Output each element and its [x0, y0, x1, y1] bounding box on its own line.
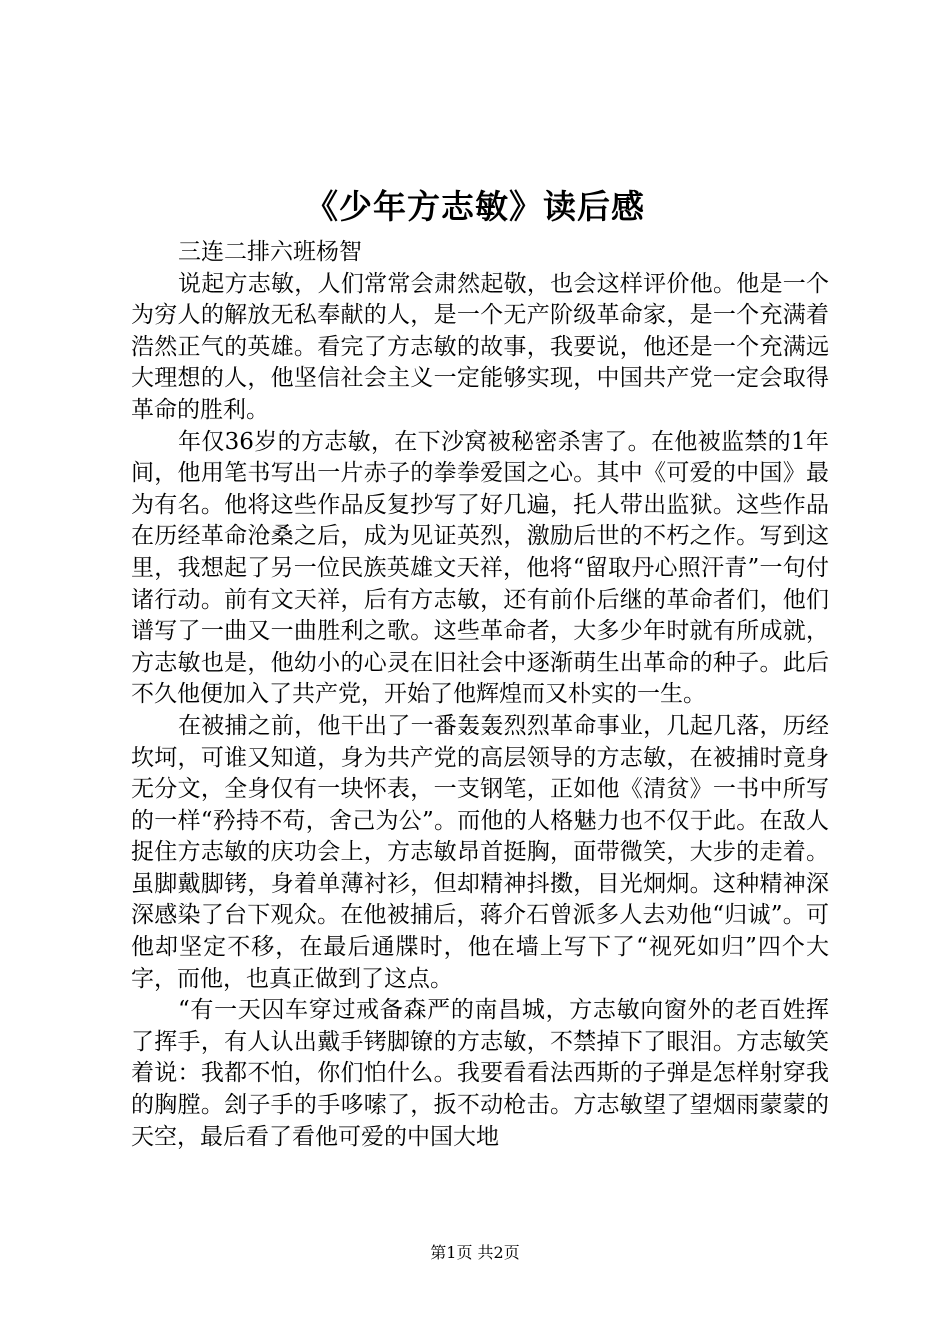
- paragraph-3: 在被捕之前，他干出了一番轰轰烈烈革命事业，几起几落，历经坎坷，可谁又知道，身为共产党的高层领导的方志敏，在被捕时竟身无分文，全身仅有一块怀表，一支钢笔，正如他《清贫》一书中所写的一样“矜持不苟，舍己为公”。而他的人格魅力也不仅于此。在敌人捉住方志敏的庆功会上，方志敏昂首挺胸，面带微笑，大步的走着。虽脚戴脚铐，身着单薄衬衫，但却精神抖擞，目光炯炯。这种精神深深感染了台下观众。在他被捕后，蒋介石曾派多人去劝他“归诚”。可他却坚定不移，在最后通牒时，他在墙上写下了“视死如归”四个大字，而他，也真正做到了这点。: [131, 712, 829, 992]
- document-body: [131, 237, 829, 1153]
- page-footer: 第1页 共2页: [430, 1243, 520, 1262]
- document-title: 《少年方志敏》读后感: [305, 187, 645, 226]
- paragraph-4: “有一天囚车穿过戒备森严的南昌城，方志敏向窗外的老百姓挥了挥手，有人认出戴手铐脚镣的方志敏，不禁掉下了眼泪。方志敏笑着说：我都不怕，你们怕什么。我要看看法西斯的子弹是怎样射穿我的胸膛。刽子手的手哆嗦了，扳不动枪击。方志敏望了望烟雨蒙蒙的天空，最后看了看他可爱的中国大地: [131, 997, 829, 1150]
- paragraph-1: 说起方志敏，人们常常会肃然起敬，也会这样评价他。他是一个为穷人的解放无私奉献的人，是一个无产阶级革命家，是一个充满着浩然正气的英雄。看完了方志敏的故事，我要说，他还是一个充满远大理想的人，他坚信社会主义一定能够实现，中国共产党一定会取得革命的胜利。: [131, 270, 829, 423]
- author-line: 三连二排六班杨智: [178, 239, 362, 265]
- paragraph-2: 年仅36岁的方志敏，在下沙窝被秘密杀害了。在他被监禁的1年间，他用笔书写出一片赤子的拳拳爱国之心。其中《可爱的中国》最为有名。他将这些作品反复抄写了好几遍，托人带出监狱。这些作品在历经革命沧桑之后，成为见证英烈，激励后世的不朽之作。写到这里，我想起了另一位民族英雄文天祥，他将“留取丹心照汗青”一句付诸行动。前有文天祥，后有方志敏，还有前仆后继的革命者们，他们谱写了一曲又一曲胜利之歌。这些革命者，大多少年时就有所成就，方志敏也是，他幼小的心灵在旧社会中逐渐萌生出革命的种子。此后不久他便加入了共产党，开始了他辉煌而又朴实的一生。: [131, 428, 829, 708]
